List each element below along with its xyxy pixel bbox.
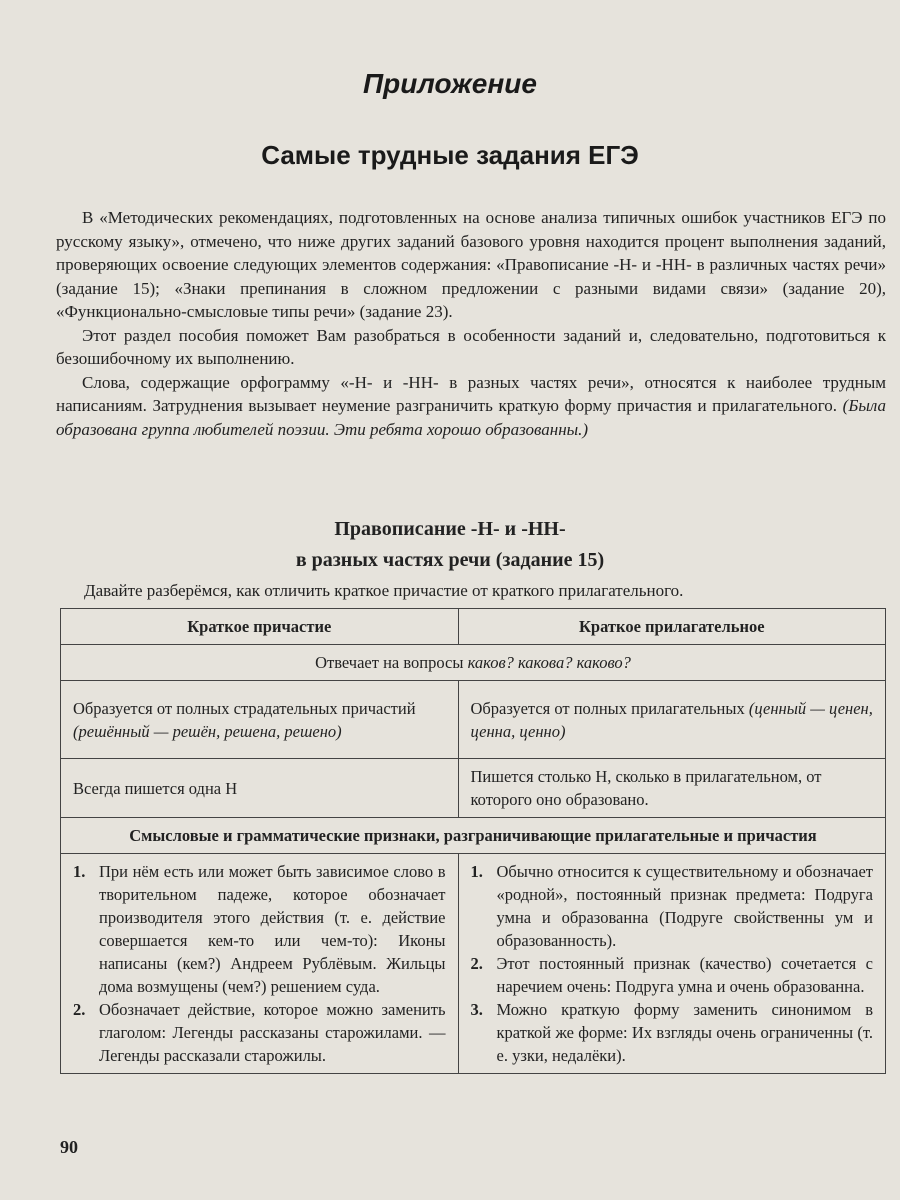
table-cell bbox=[458, 681, 886, 759]
table-row bbox=[61, 818, 886, 854]
cell-example: (решённый — решён, решена, решено) bbox=[73, 721, 342, 741]
shared-row-questions: каков? какова? каково? bbox=[467, 653, 631, 672]
item-number: 2. bbox=[73, 1000, 86, 1019]
shared-row bbox=[61, 645, 886, 681]
comparison-table bbox=[60, 608, 886, 1074]
item-text: При нём есть или может быть зависимое слово в творительном падеже, которое обозначает производителя этого действия (т. е. действие совершается кем-то или чем-то): Иконы написаны (кем?) Андреем Рублёвым. Жильцы дома возмущены (чем?) решением суда. bbox=[99, 862, 446, 996]
signs-header: Смысловые и грамматические признаки, разграничивающие прилагательные и причастия bbox=[61, 818, 886, 854]
section-title-line: Правописание -Н- и -НН- bbox=[334, 518, 566, 540]
list-item bbox=[73, 860, 446, 998]
column-header: Краткое причастие bbox=[61, 609, 459, 645]
section-title-line: в разных частях речи (задание 15) bbox=[295, 549, 605, 571]
appendix-title: Приложение bbox=[363, 68, 537, 99]
paragraph-text: Слова, содержащие орфограмму «-Н- и -НН- в разных частях речи», относятся к наиболее трудным написаниям. Затруднения вызывает неумение разграничить краткую форму причастия и прилагательного. bbox=[56, 372, 886, 415]
item-number: 1. bbox=[470, 862, 483, 881]
cell-text: Образуется от полных прилагательных bbox=[470, 698, 749, 718]
table-cell: Пишется столько Н, сколько в прилагательном, от которого оно образовано. bbox=[458, 759, 886, 818]
list-item bbox=[73, 998, 446, 1067]
table-row bbox=[61, 645, 886, 681]
paragraph: Этот раздел пособия поможет Вам разобраться в особенности заданий и, следовательно, подготовиться к безошибочному их выполнению. bbox=[56, 325, 886, 368]
list-item bbox=[471, 952, 874, 998]
item-text: Этот постоянный признак (качество) сочетается с наречием очень: Подруга умна и очень образованна. bbox=[496, 954, 873, 996]
table-cell bbox=[61, 854, 459, 1074]
intro-text bbox=[56, 206, 886, 441]
item-text: Обозначает действие, которое можно заменить глаголом: Легенды рассказаны старожилами. — Легенды рассказали старожилы. bbox=[99, 1000, 446, 1065]
adjective-signs-list bbox=[471, 860, 874, 1067]
item-text: Обычно относится к существительному и обозначает «родной», постоянный признак предмета: Подруга умна и образованна (Подруге свойственны ум и образованность). bbox=[496, 862, 873, 950]
shared-row-text: Отвечает на вопросы bbox=[315, 653, 468, 672]
list-item bbox=[471, 860, 874, 952]
table-row bbox=[61, 681, 886, 759]
table-cell bbox=[458, 854, 886, 1074]
participle-signs-list bbox=[73, 860, 446, 1067]
list-item bbox=[471, 998, 874, 1067]
paragraph bbox=[56, 371, 886, 442]
item-number: 2. bbox=[470, 954, 483, 973]
table-cell: Всегда пишется одна Н bbox=[61, 759, 459, 818]
section-intro: Давайте разберёмся, как отличить краткое причастие от краткого прилагательного. bbox=[84, 581, 684, 600]
table-row bbox=[61, 854, 886, 1074]
table-cell bbox=[61, 681, 459, 759]
paragraph: В «Методических рекомендациях, подготовленных на основе анализа типичных ошибок участников ЕГЭ по русскому языку», отмечено, что ниже других заданий базового уровня находится процент выполнения заданий, проверяющих освоение следующих элементов содержания: «Правописание -Н- и -НН- в различных частях речи» (задание 15); «Знаки препинания в сложном предложении с разными видами связи» (задание 20), «Функционально-смысловые типы речи» (задание 23). bbox=[56, 208, 886, 321]
item-text: Можно краткую форму заменить синонимом в краткой же форме: Их взгляды очень ограниченны (т. е. узки, недалёки). bbox=[496, 1000, 873, 1065]
cell-example: (ценный — ценен, ценна, ценно) bbox=[470, 698, 873, 741]
example-text: (Была образована группа любителей поэзии. Эти ребята хорошо образованны.) bbox=[56, 396, 886, 439]
table-row bbox=[61, 759, 886, 818]
cell-text: Образуется от полных страдательных причастий bbox=[73, 698, 416, 718]
section-title bbox=[0, 514, 900, 576]
item-number: 1. bbox=[73, 862, 86, 881]
column-header: Краткое прилагательное bbox=[458, 609, 886, 645]
page-number: 90 bbox=[60, 1137, 78, 1157]
page-title: Самые трудные задания ЕГЭ bbox=[261, 140, 639, 170]
table-header-row bbox=[61, 609, 886, 645]
item-number: 3. bbox=[470, 1000, 483, 1019]
